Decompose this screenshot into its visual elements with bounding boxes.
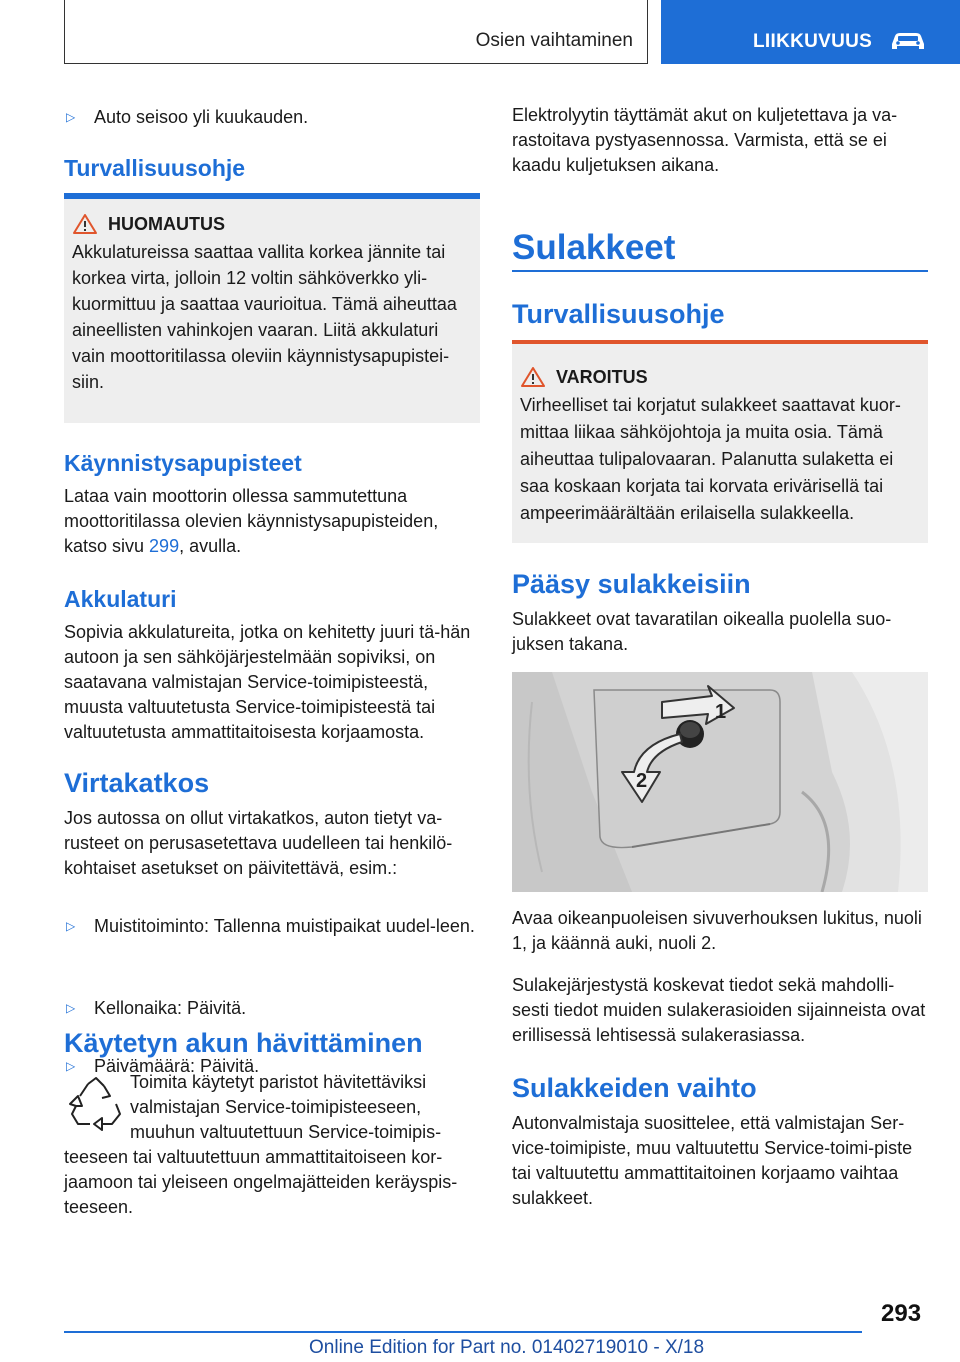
list-item: [64, 996, 480, 1021]
arrow-label-2: 2: [636, 770, 648, 792]
triangle-bullet-icon: ▷: [66, 1001, 76, 1015]
section-heading: Turvallisuusohje: [512, 299, 725, 329]
section-heading: Sulakkeiden vaihto: [512, 1073, 757, 1103]
list-item-text: Muistitoiminto: Tallenna muistipaikat uudel-leen.: [94, 916, 475, 936]
triangle-bullet-icon: ▷: [66, 110, 76, 124]
warning-title: VAROITUS: [556, 366, 648, 387]
car-icon: [888, 28, 928, 52]
paragraph: Lataa vain moottorin ollessa sammutettuna moottoritilassa olevien käynnistysapupisteiden, katso sivu 299, avulla.: [64, 486, 439, 556]
warning-text: Virheelliset tai korjatut sulakkeet saattavat kuor-mittaa liikaa sähköjohtoja ja muita osia. Tämä aiheuttaa tulipalovaaran. Palanutta sulaketta ei saa koskaan korjata tai korvata erivärisellä tai ampeerimäärältään erilaisella sulakkeella.: [520, 395, 901, 523]
paragraph: Elektrolyytin täyttämät akut on kuljetettava ja va-rastoitava pystyasennossa. Varmista, että se ei kaadu kuljetuksen aikana.: [512, 105, 898, 175]
section-heading: Käytetyn akun hävittäminen: [64, 1028, 423, 1058]
warning-box: [512, 340, 928, 543]
paragraph: teeseen tai valtuutettuun ammattitaitoiseen kor-jaamoon tai yleiseen ongelmajätteiden keräyspis-teeseen.: [64, 1147, 458, 1217]
footer-divider: [64, 1331, 862, 1333]
section-heading: Akkulaturi: [64, 586, 177, 612]
header-chapter-label: LIIKKUVUUS: [753, 31, 873, 52]
divider: [512, 270, 928, 272]
triangle-bullet-icon: ▷: [66, 919, 76, 933]
list-item: [64, 914, 480, 939]
figure-caption: Avaa oikeanpuoleisen sivuverhouksen lukitus, nuoli 1, ja käännä auki, nuoli 2.: [512, 908, 922, 953]
arrow-label-1: 1: [715, 701, 727, 723]
triangle-bullet-icon: ▷: [66, 1059, 76, 1073]
chapter-heading: Sulakkeet: [512, 228, 676, 267]
paragraph: Jos autossa on ollut virtakatkos, auton tietyt va-rusteet on perusasetettava uudelleen tai henkilö-kohtaiset asetukset on päivitettävä, esim.:: [64, 808, 453, 878]
warning-triangle-icon: [520, 366, 546, 388]
recycle-icon: [66, 1074, 126, 1134]
paragraph: Sopivia akkulatureita, jotka on kehitetty juuri tä-hän autoon ja sen sähköjärjestelmään sopiviksi, on saatavana valmistajan Service-toimipisteestä, muusta valtuutetusta Service-toimipisteestä tai valtuutetusta ammattitaitoisesta korjaamosta.: [64, 622, 471, 742]
paragraph: Autonvalmistaja suosittelee, että valmistajan Ser-vice-toimipiste, muu valtuutettu Service-toimi-piste tai valtuutettu ammattitaitoinen korjaamo vaihtaa sulakkeet.: [512, 1113, 913, 1208]
notice-title: HUOMAUTUS: [108, 213, 225, 234]
section-heading: Käynnistysapupisteet: [64, 450, 302, 476]
notice-box: [64, 193, 480, 423]
notice-text: Akkulatureissa saattaa vallita korkea jännite tai korkea virta, jolloin 12 voltin sähköverkko yli-kuormittuu ja saattaa vaurioitua. Tämä aiheuttaa aineellisten vahinkojen vaaran. Liitä akkulaturi vain moottoritilassa oleviin käynnistysapupistei-siin.: [72, 242, 457, 392]
section-heading: Virtakatkos: [64, 768, 210, 798]
warning-triangle-icon: [72, 213, 98, 235]
notice-header: [72, 213, 472, 235]
warning-header: [520, 366, 920, 388]
header-section-title: Osien vaihtaminen: [475, 30, 633, 51]
list-item-text: Kellonaika: Päivitä.: [94, 998, 247, 1018]
header-chapter-tab: [661, 0, 960, 64]
page-number: 293: [881, 1300, 922, 1327]
list-item-text: Auto seisoo yli kuukauden.: [94, 107, 309, 127]
fuse-panel-illustration: [512, 672, 928, 892]
section-heading: Turvallisuusohje: [64, 155, 246, 181]
page-link[interactable]: 299: [149, 536, 180, 556]
list-item: [64, 105, 510, 130]
paragraph: Sulakkeet ovat tavaratilan oikealla puolella suo-juksen takana.: [512, 609, 892, 654]
section-heading: Pääsy sulakkeisiin: [512, 569, 751, 599]
paragraph: Sulakejärjestystä koskevat tiedot sekä mahdolli-sesti tiedot muiden sulakerasioiden sijainneista ovat erillisessä lehtisessä sulakerasiassa.: [512, 975, 926, 1045]
list-item-text: Päivämäärä: Päivitä.: [94, 1056, 260, 1076]
paragraph: Toimita käytetyt paristot hävitettäviksi valmistajan Service-toimipisteeseen, muuhun valtuutettuun Service-toimipis-: [130, 1072, 442, 1142]
footer-edition: Online Edition for Part no. 01402719010 - X/18: [309, 1337, 705, 1358]
left-column: [64, 0, 480, 1217]
